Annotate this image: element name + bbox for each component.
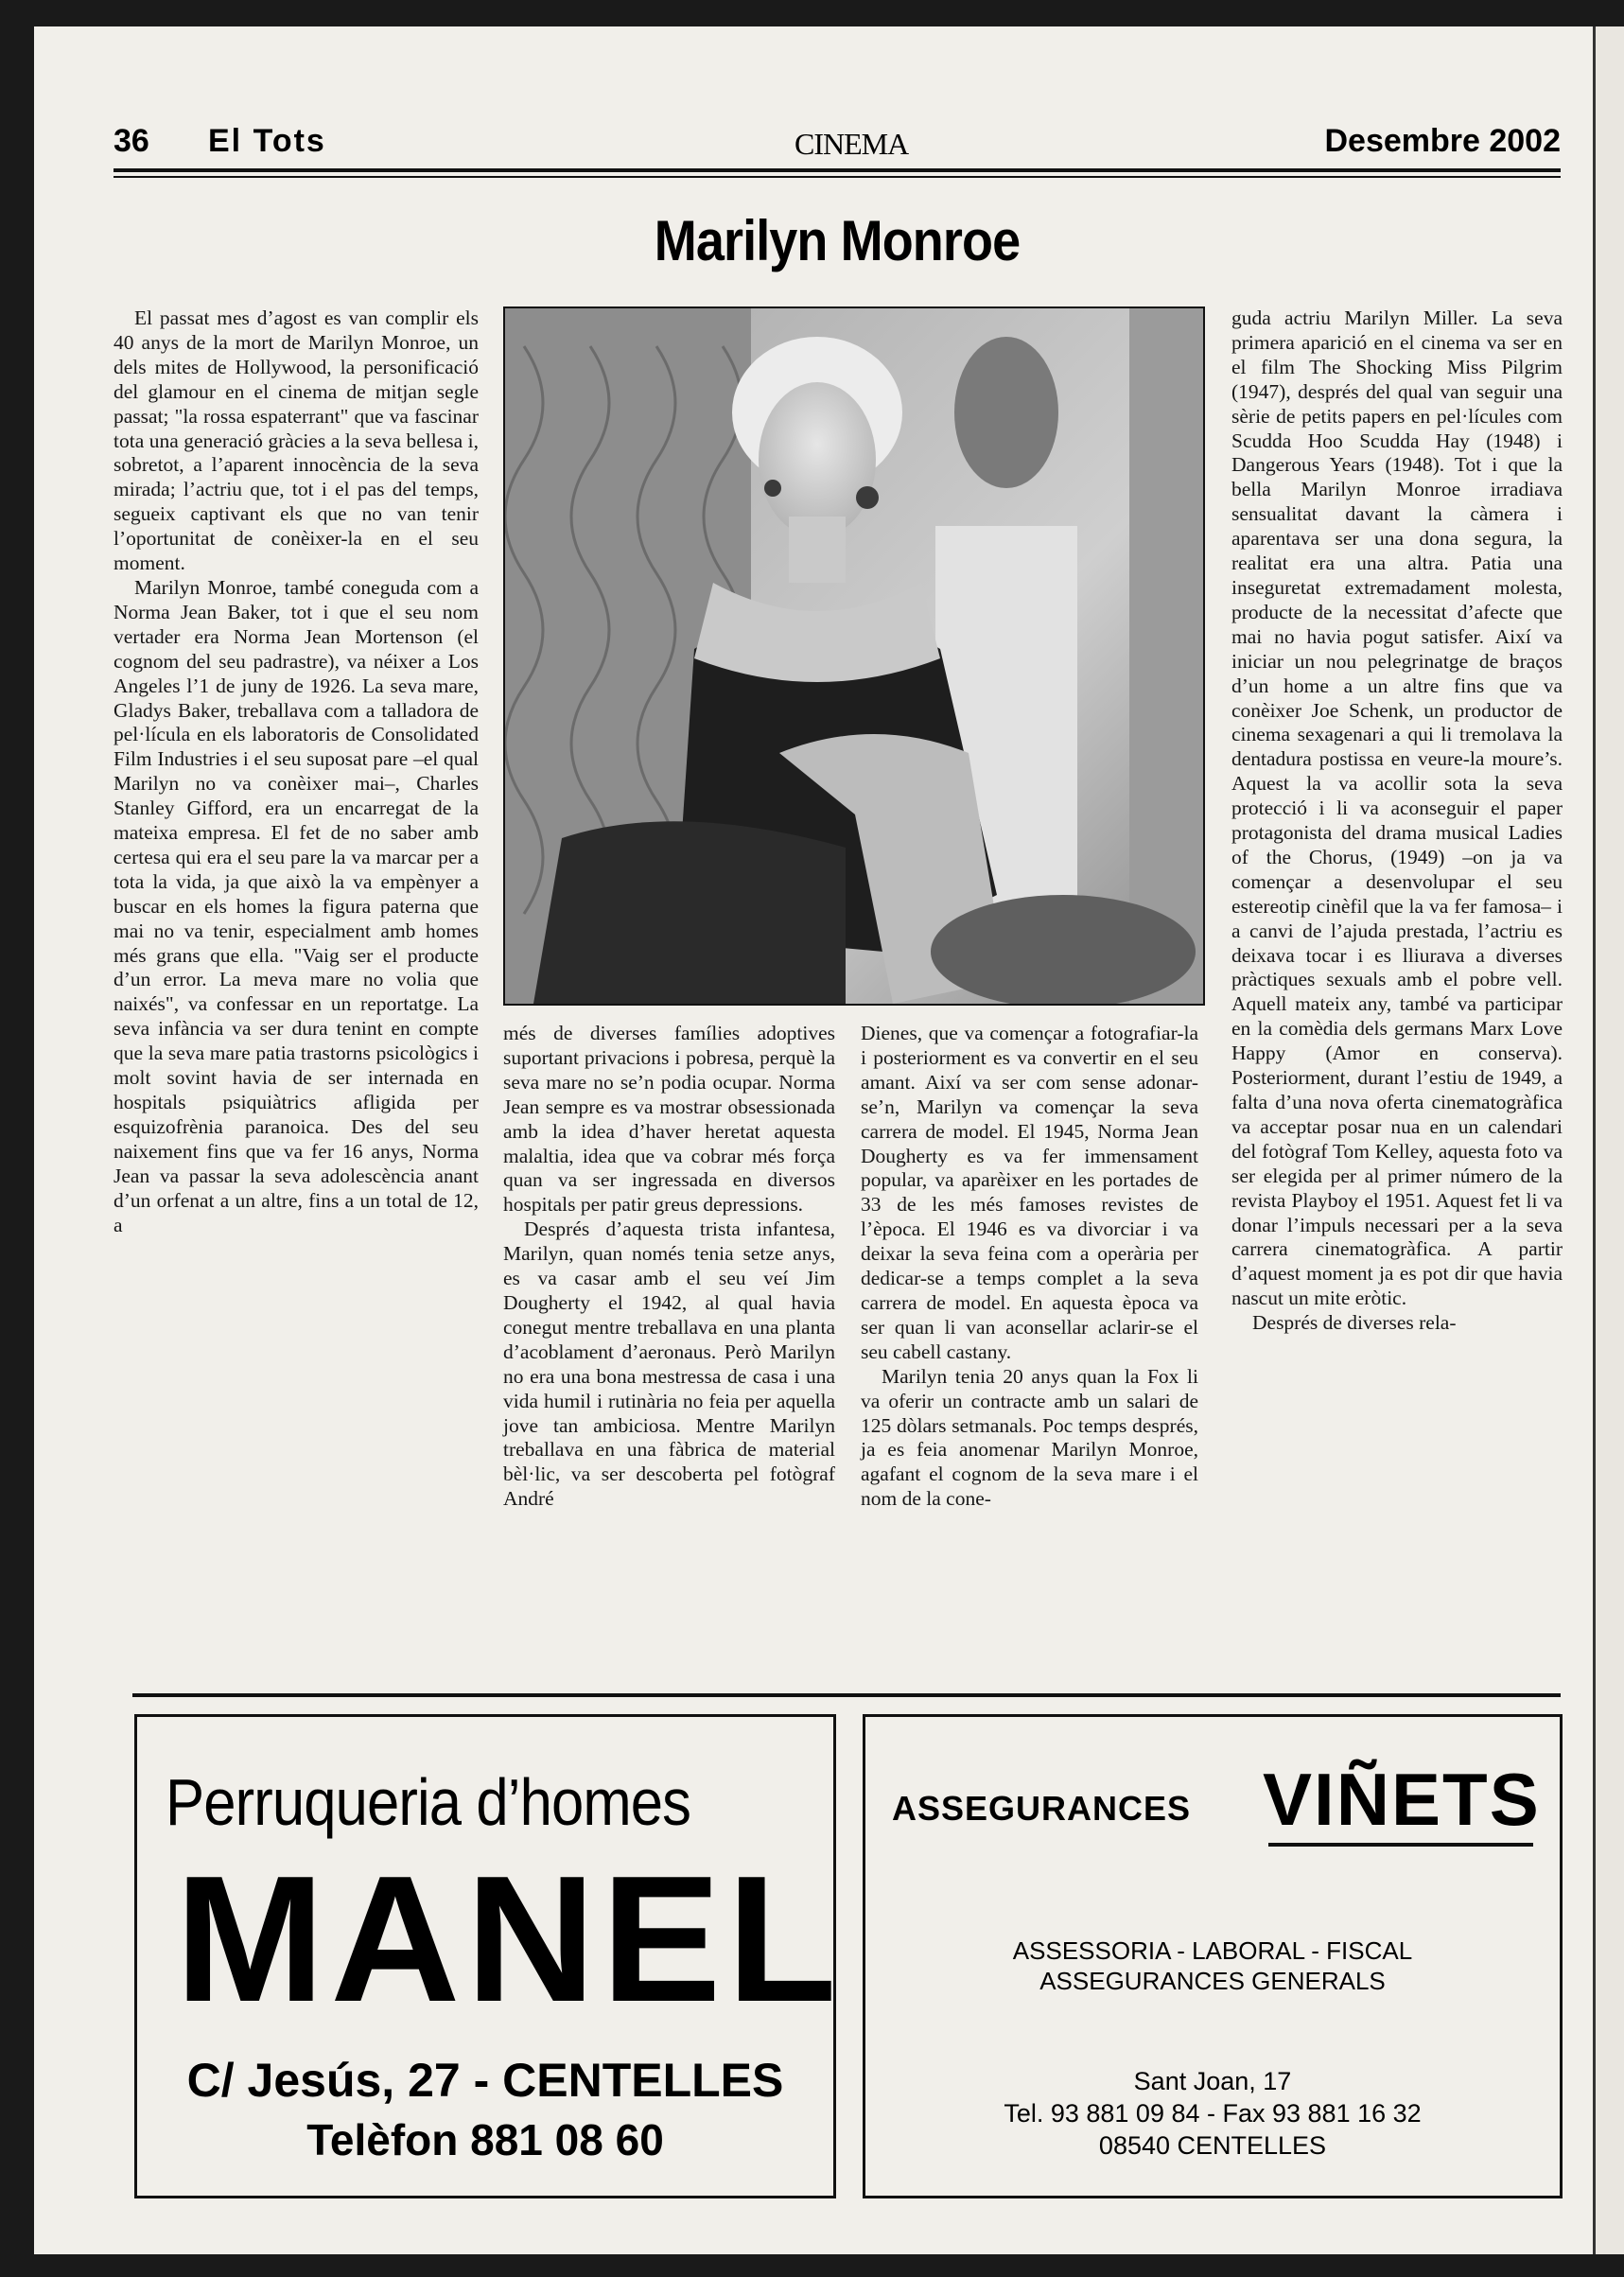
insurance-ad-services-1: ASSESSORIA - LABORAL - FISCAL [1012,1936,1413,1965]
paragraph: més de diverses famílies adoptives suportant privacions i pobresa, perquè la seva mare no se’n podia ocupar. Norma Jean sempre es va mostrar obsessionada amb la idea d’haver heretat aquesta malaltia, idea que va cobrar més força quan va ser ingressada en diversos hospitals per patir greus depressions. [503,1022,835,1217]
insurance-ad-contact: Tel. 93 881 09 84 - Fax 93 881 16 32 [1004,2099,1422,2128]
paragraph: Dienes, que va començar a fotografiar-la i posteriorment es va convertir en el seu amant. Així va ser com sense adonar-se’n, Marilyn va començar la seva carrera de model. El 1945, Norma Jean Dougherty es va fer immensament popular, va aparèixer en les portades de 33 de les més famoses revistes de l’època. El 1946 es va divorciar i va deixar la seva feina com a operària per dedicar-se a temps complet a la seva carrera de model. En aquesta època va ser quan li van aconsellar aclarir-se el seu cabell castany. [861,1022,1198,1363]
insurance-ad-brand-big: VIÑETS [1263,1758,1541,1841]
paragraph: Marilyn Monroe, també coneguda com a Norma Jean Baker, tot i que el seu nom vertader era Norma Jean Mortenson (el cognom del seu padrastre), va néixer a Los Angeles l’1 de juny de 1926. La seva mare, Gladys Baker, treballava com a talladora de pel·lícula en els laboratoris de Consolidated Film Industries i el seu suposat pare –el qual Marilyn no va conèixer mai–, Charles Stanley Gifford, era un encarregat de la mateixa empresa. El fet de no saber amb certesa qui era el seu pare la va marcar per a tota la vida, ja que això la va empènyer a buscar en els homes la figura paterna que mai no va tenir, especialment amb homes més grans que ella. "Vaig ser el producte d’un error. La meva mare no volia que naixés", va confessar en un reportatge. La seva infància va ser dura tenint en compte que la seva mare patia trastorns psicològics i molt sovint havia de ser internada en hospitals psiquiàtrics afligida per esquizofrènia paranoica. Des del seu naixement fins que va fer 16 anys, Norma Jean va passar la seva adolescència anant d’un orfenat a un altre, fins a un total de 12, a [114,575,479,1236]
insurance-ad-street: Sant Joan, 17 [1133,2067,1292,2095]
barber-ad-subtitle: Perruqueria d’homes [166,1765,691,1839]
paragraph: Després de diverses rela- [1252,1311,1457,1335]
insurance-ad-postal: 08540 CENTELLES [1098,2131,1327,2160]
page-number: 36 [114,123,149,159]
barber-ad-name: MANEL [175,1839,843,2040]
article-column-4 [1231,307,1563,1336]
ad-separator-rule [132,1693,1561,1697]
page-header [114,93,1561,168]
article-title: Marilyn Monroe [654,209,1021,272]
insurance-ad [863,1714,1563,2198]
photo-image [505,308,1203,1004]
barber-ad-phone: Telèfon 881 08 60 [306,2115,664,2164]
page-edge-strip [1593,26,1624,2254]
section-name: CINEMA [795,127,909,161]
publication-name: El Tots [208,123,326,159]
insurance-ad-services-2: ASSEGURANCES GENERALS [1039,1967,1386,1995]
marilyn-photo [503,307,1205,1006]
paragraph: guda actriu Marilyn Miller. La seva primera aparició en el cinema va ser en el film The Shocking Miss Pilgrim (1947), després del qual van seguir una sèrie de petits papers en pel·lícules com Scudda Hoo Scudda Hay (1948) i Dangerous Years (1948). Tot i que la bella Marilyn Monroe irradiava sensualitat davant la càmera i aparentava ser una dona segura, la realitat era una altra. Patia una inseguretat extremadament molesta, producte de la necessitat d’afecte que mai no havia pogut satisfer. Així va iniciar un nou pelegrinatge de braços d’un home a un altre fins que va conèixer Joe Schenk, un productor de cinema sexagenari a qui li tremolava la dentadura postissa en veure-la moure’s. Aquest la va acollir sota la seva protecció i li va aconseguir el paper protagonista del drama musical Ladies of the Chorus, (1949) –on ja va començar a desenvolupar el seu estereotip cinèfil que la va fer famosa– i a canvi de l’ajuda prestada, l’actriu es deixava tocar i es lliurava a diverses pràctiques sexuals amb el pobre vell. Aquell mateix any, també va participar en la comèdia dels germans Marx Love Happy (Amor en conserva). Posteriorment, durant l’estiu de 1949, a falta d’una nova oferta cinematogràfica va acceptar posar nua en un calendari del fotògraf Tom Kelley, aquesta foto va ser elegida per al primer número de la revista Playboy el 1951. Aquest fet li va donar l’impuls necessari per a la seva carrera cinematogràfica. A partir d’aquest moment ja es pot dir que havia nascut un mite eròtic. [1231,307,1563,1310]
magazine-page [34,26,1593,2254]
insurance-ad-brand-underline [1268,1843,1533,1847]
paragraph: Després d’aquesta trista infantesa, Marilyn, quan només tenia setze anys, es va casar amb el seu veí Jim Dougherty el 1942, al qual havia conegut mentre treballava en una planta d’acoblament d’aeronaus. Però Marilyn no era una bona mestressa de casa i una vida humil i rutinària no feia per aquella jove tan ambiciosa. Mentre Marilyn treballava en una fàbrica de material bèl·lic, va ser descoberta pel fotògraf André [503,1217,835,1511]
header-rule-thin [114,176,1561,178]
insurance-ad-brand-small: ASSEGURANCES [892,1789,1192,1828]
paragraph: Marilyn tenia 20 anys quan la Fox li va oferir un contracte amb un salari de 125 dòlars setmanals. Poc temps després, ja es feia anomenar Marilyn Monroe, agafant el cognom de la seva mare i el nom de la cone- [861,1364,1198,1511]
header-rule-thick [114,168,1561,172]
barber-ad [134,1714,843,2198]
article-column-1 [114,307,479,1237]
article-column-3 [861,1022,1198,1512]
barber-ad-address: C/ Jesús, 27 - CENTELLES [186,2054,784,2107]
paragraph: El passat mes d’agost es van complir els 40 anys de la mort de Marilyn Monroe, un dels mites de Hollywood, la personificació del glamour en el cinema de mitjan segle passat; "la rossa espaterrant" que va fascinar tota una generació gràcies a la seva bellesa i, sobretot, a l’aparent innocència de la seva mirada; l’actriu que, tot i el pas del temps, segueix captivant els que no van tenir l’oportunitat de conèixer-la en el seu moment. [114,307,479,575]
issue-date: Desembre 2002 [1324,123,1561,159]
article-column-2 [503,1022,835,1512]
